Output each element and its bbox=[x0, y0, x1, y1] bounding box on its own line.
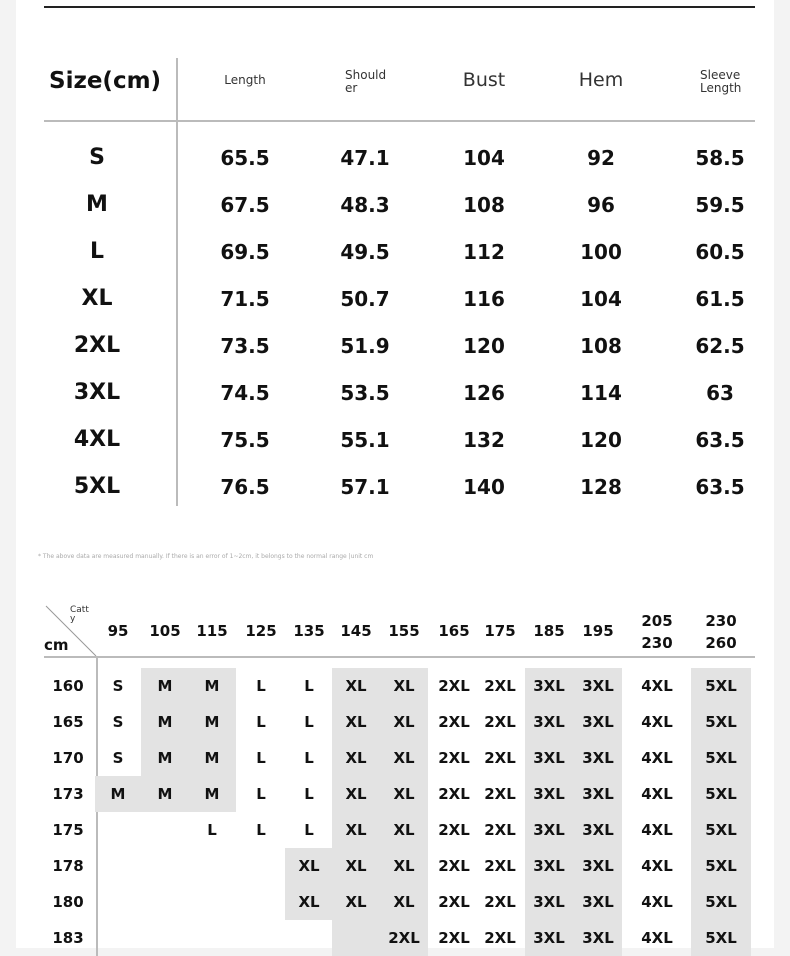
size-table-value: 47.1 bbox=[340, 146, 390, 170]
size-table-header-hem: Hem bbox=[578, 69, 624, 91]
recommended-size-cell: S bbox=[112, 749, 124, 767]
recommended-size-cell: 3XL bbox=[582, 713, 614, 731]
weight-column-header: 195 bbox=[582, 622, 614, 640]
size-table-value: 112 bbox=[463, 240, 505, 264]
recommended-size-cell: 4XL bbox=[641, 677, 673, 695]
recommended-size-cell: 4XL bbox=[641, 785, 673, 803]
size-table-column-divider bbox=[176, 58, 178, 506]
size-table-value: 108 bbox=[463, 193, 505, 217]
size-table-value: 114 bbox=[580, 381, 622, 405]
size-table-value: 73.5 bbox=[220, 334, 270, 358]
weight-column-header: 145 bbox=[340, 622, 372, 640]
recommended-size-cell: 3XL bbox=[582, 677, 614, 695]
recommended-size-cell: 3XL bbox=[582, 785, 614, 803]
size-label: 4XL bbox=[73, 427, 121, 452]
height-row-header: 178 bbox=[52, 857, 84, 875]
recommended-size-cell: 3XL bbox=[533, 929, 565, 947]
height-row-header: 173 bbox=[52, 785, 84, 803]
size-label: 2XL bbox=[73, 333, 121, 358]
size-table-value: 65.5 bbox=[220, 146, 270, 170]
size-table-value: 63.5 bbox=[695, 475, 745, 499]
size-table-value: 53.5 bbox=[340, 381, 390, 405]
size-table-value: 126 bbox=[463, 381, 505, 405]
recommended-size-cell: 4XL bbox=[641, 713, 673, 731]
size-label: L bbox=[89, 239, 105, 264]
recommended-size-cell: XL bbox=[393, 893, 415, 911]
recommended-size-cell: 3XL bbox=[533, 749, 565, 767]
recommended-size-cell: 2XL bbox=[484, 857, 516, 875]
weight-column-header: 105 bbox=[149, 622, 181, 640]
recommended-size-cell: 2XL bbox=[484, 677, 516, 695]
recommended-size-cell: XL bbox=[393, 857, 415, 875]
weight-column-header: 135 bbox=[293, 622, 325, 640]
recommended-size-cell: 2XL bbox=[438, 821, 470, 839]
height-row-header: 180 bbox=[52, 893, 84, 911]
recommended-size-cell: 2XL bbox=[484, 821, 516, 839]
recommended-size-cell: L bbox=[207, 821, 217, 839]
weight-column-header: 185 bbox=[533, 622, 565, 640]
size-table-value: 120 bbox=[463, 334, 505, 358]
recommended-size-cell: XL bbox=[298, 857, 320, 875]
size-table-value: 76.5 bbox=[220, 475, 270, 499]
recommended-size-cell: M bbox=[110, 785, 126, 803]
size-table-value: 140 bbox=[463, 475, 505, 499]
recommended-size-cell: XL bbox=[393, 785, 415, 803]
height-row-header: 183 bbox=[52, 929, 84, 947]
weight-column-header: 155 bbox=[388, 622, 420, 640]
recommended-size-cell: 3XL bbox=[533, 677, 565, 695]
recommended-size-cell: XL bbox=[393, 677, 415, 695]
recommended-size-cell: 2XL bbox=[484, 929, 516, 947]
recommended-size-cell: XL bbox=[345, 785, 367, 803]
size-table-corner-label: Size(cm) bbox=[49, 68, 162, 94]
size-table-value: 128 bbox=[580, 475, 622, 499]
corner-weight-label: Catty bbox=[70, 605, 89, 624]
recommended-size-cell: 4XL bbox=[641, 749, 673, 767]
size-table-header-sleeve-length: Sleeve Length bbox=[700, 68, 742, 95]
size-table-value: 104 bbox=[463, 146, 505, 170]
recommended-size-cell: XL bbox=[345, 713, 367, 731]
recommended-size-cell: L bbox=[304, 677, 314, 695]
recommended-size-cell: 4XL bbox=[641, 857, 673, 875]
recommended-size-cell: 5XL bbox=[705, 749, 737, 767]
recommended-size-cell: XL bbox=[345, 857, 367, 875]
recommended-size-cell: 2XL bbox=[484, 785, 516, 803]
size-table-value: 59.5 bbox=[695, 193, 745, 217]
size-label: 3XL bbox=[73, 380, 121, 405]
size-label: 5XL bbox=[73, 474, 121, 499]
weight-column-header: 230 260 bbox=[705, 612, 737, 652]
weight-column-header: 125 bbox=[245, 622, 277, 640]
recommended-size-cell: XL bbox=[345, 677, 367, 695]
size-table-value: 63.5 bbox=[695, 428, 745, 452]
recommended-size-cell: 3XL bbox=[582, 749, 614, 767]
recommended-size-cell: 2XL bbox=[438, 857, 470, 875]
height-row-header: 165 bbox=[52, 713, 84, 731]
recommended-size-cell: M bbox=[157, 785, 173, 803]
size-chart-page bbox=[16, 0, 774, 948]
size-table-value: 51.9 bbox=[340, 334, 390, 358]
top-divider bbox=[44, 6, 755, 8]
size-table-header-length: Length bbox=[224, 73, 266, 87]
weight-column-header: 115 bbox=[196, 622, 228, 640]
recommended-size-cell: M bbox=[204, 713, 220, 731]
weight-column-header: 175 bbox=[484, 622, 516, 640]
size-label: XL bbox=[81, 286, 113, 311]
recommended-size-cell: S bbox=[112, 677, 124, 695]
size-table-value: 75.5 bbox=[220, 428, 270, 452]
recommended-size-cell: 3XL bbox=[582, 821, 614, 839]
size-table-value: 132 bbox=[463, 428, 505, 452]
height-row-header: 170 bbox=[52, 749, 84, 767]
recommended-size-cell: 2XL bbox=[438, 785, 470, 803]
weight-column-header: 95 bbox=[107, 622, 129, 640]
recommended-size-cell: M bbox=[157, 749, 173, 767]
size-table-value: 61.5 bbox=[695, 287, 745, 311]
recommended-size-cell: 3XL bbox=[533, 893, 565, 911]
recommended-size-cell: L bbox=[256, 785, 266, 803]
recommended-size-cell: L bbox=[304, 749, 314, 767]
recommended-size-cell: 2XL bbox=[484, 749, 516, 767]
size-table-header-divider bbox=[44, 120, 755, 122]
height-row-header: 160 bbox=[52, 677, 84, 695]
recommended-size-cell: XL bbox=[345, 821, 367, 839]
measurement-note: * The above data are measured manually. If there is an error of 1~2cm, it belongs to the normal range |unit cm bbox=[38, 553, 374, 560]
height-row-header: 175 bbox=[52, 821, 84, 839]
size-table-value: 67.5 bbox=[220, 193, 270, 217]
recommended-size-cell: 4XL bbox=[641, 821, 673, 839]
weight-column-header: 165 bbox=[438, 622, 470, 640]
weight-column-header: 205 230 bbox=[641, 612, 673, 652]
recommended-size-cell: 5XL bbox=[705, 893, 737, 911]
recommended-size-cell: XL bbox=[345, 893, 367, 911]
recommended-size-cell: M bbox=[204, 785, 220, 803]
recommended-size-cell: 3XL bbox=[533, 857, 565, 875]
size-table-value: 69.5 bbox=[220, 240, 270, 264]
recommended-size-cell: S bbox=[112, 713, 124, 731]
recommended-size-cell: 5XL bbox=[705, 857, 737, 875]
size-table-value: 108 bbox=[580, 334, 622, 358]
recommended-size-cell: XL bbox=[345, 749, 367, 767]
size-table-value: 63 bbox=[706, 381, 734, 405]
size-table-value: 50.7 bbox=[340, 287, 390, 311]
size-table-value: 100 bbox=[580, 240, 622, 264]
recommended-size-cell: M bbox=[204, 749, 220, 767]
recommended-size-cell: L bbox=[256, 713, 266, 731]
size-table-value: 57.1 bbox=[340, 475, 390, 499]
recommended-size-cell: L bbox=[304, 821, 314, 839]
size-table-value: 62.5 bbox=[695, 334, 745, 358]
recommended-size-cell: 2XL bbox=[438, 713, 470, 731]
recommended-size-cell: 3XL bbox=[533, 785, 565, 803]
recommended-size-cell: L bbox=[256, 749, 266, 767]
size-label: M bbox=[86, 192, 108, 217]
recommended-size-cell: M bbox=[157, 677, 173, 695]
size-table-header-shoulder: Shoulder bbox=[345, 68, 387, 95]
recommended-size-cell: 5XL bbox=[705, 821, 737, 839]
recommended-size-cell: 3XL bbox=[582, 893, 614, 911]
recommended-size-cell: 2XL bbox=[388, 929, 420, 947]
corner-height-label: cm bbox=[44, 636, 69, 654]
size-label: S bbox=[89, 145, 105, 170]
size-table-value: 104 bbox=[580, 287, 622, 311]
height-weight-chart bbox=[44, 600, 755, 948]
size-table-value: 74.5 bbox=[220, 381, 270, 405]
recommended-size-cell: XL bbox=[393, 749, 415, 767]
recommended-size-cell: 3XL bbox=[533, 713, 565, 731]
recommended-size-cell: 2XL bbox=[438, 749, 470, 767]
recommended-size-cell: M bbox=[204, 677, 220, 695]
recommended-size-cell: 3XL bbox=[533, 821, 565, 839]
recommended-size-cell: 2XL bbox=[438, 893, 470, 911]
recommended-size-cell: L bbox=[256, 821, 266, 839]
recommended-size-cell: 2XL bbox=[438, 929, 470, 947]
recommended-size-cell: XL bbox=[298, 893, 320, 911]
recommended-size-cell: M bbox=[157, 713, 173, 731]
recommended-size-cell: 3XL bbox=[582, 857, 614, 875]
recommended-size-cell: 5XL bbox=[705, 785, 737, 803]
recommended-size-cell: 4XL bbox=[641, 893, 673, 911]
recommended-size-cell: 2XL bbox=[484, 713, 516, 731]
recommended-size-cell: 3XL bbox=[582, 929, 614, 947]
recommended-size-cell: 5XL bbox=[705, 677, 737, 695]
recommended-size-cell: 4XL bbox=[641, 929, 673, 947]
recommended-size-cell: XL bbox=[393, 713, 415, 731]
recommended-size-cell: 5XL bbox=[705, 713, 737, 731]
recommended-size-cell: L bbox=[304, 713, 314, 731]
size-table-value: 92 bbox=[587, 146, 615, 170]
recommended-size-cell: XL bbox=[393, 821, 415, 839]
recommended-size-cell: 2XL bbox=[438, 677, 470, 695]
size-table-value: 71.5 bbox=[220, 287, 270, 311]
recommended-size-cell: 5XL bbox=[705, 929, 737, 947]
size-table-value: 96 bbox=[587, 193, 615, 217]
size-table-value: 116 bbox=[463, 287, 505, 311]
recommended-size-cell: 2XL bbox=[484, 893, 516, 911]
chart-header-divider bbox=[44, 656, 755, 658]
size-table-value: 48.3 bbox=[340, 193, 390, 217]
recommended-size-cell: L bbox=[304, 785, 314, 803]
recommended-size-cell: L bbox=[256, 677, 266, 695]
size-table-header-bust: Bust bbox=[462, 69, 506, 91]
size-table-value: 58.5 bbox=[695, 146, 745, 170]
size-table-value: 49.5 bbox=[340, 240, 390, 264]
size-table-value: 120 bbox=[580, 428, 622, 452]
size-table-value: 55.1 bbox=[340, 428, 390, 452]
size-table-value: 60.5 bbox=[695, 240, 745, 264]
